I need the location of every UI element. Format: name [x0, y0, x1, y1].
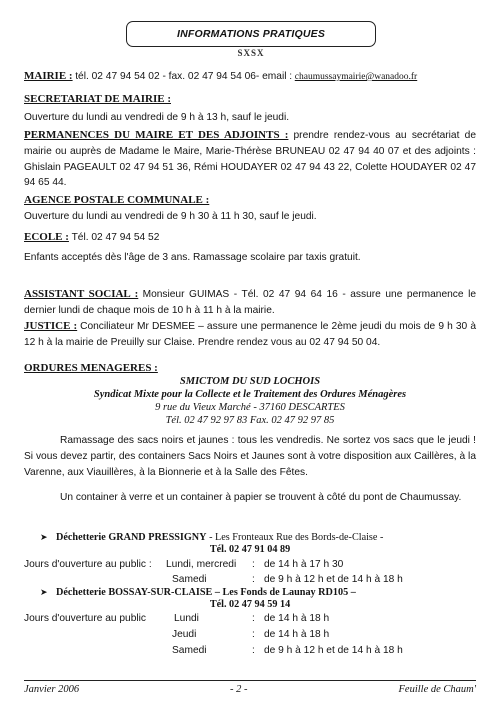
decheterie-1-phone: Tél. 02 47 91 04 89: [209, 544, 291, 555]
decheterie-2-row-1: [24, 612, 484, 626]
justice-label: JUSTICE :: [24, 320, 78, 332]
decheterie-1-phone-line: [24, 543, 476, 556]
schedule-separator: :: [252, 559, 255, 570]
agence-label: AGENCE POSTALE COMMUNALE :: [24, 194, 210, 206]
schedule-separator: :: [252, 645, 255, 656]
secretariat-text: Ouverture du lundi au vendredi de 9 h à 13 h, sauf le jeudi.: [24, 112, 290, 123]
assistant-label: ASSISTANT SOCIAL :: [24, 288, 139, 300]
ordures-paragraph-2: Un container à verre et un container à papier se trouvent à côté du pont de Chaumussay.: [60, 492, 462, 503]
decheterie-1-row-2: [24, 573, 484, 587]
decheterie-2-intro: Jours d'ouverture au public: [24, 613, 147, 624]
schedule-hours: de 9 h à 12 h et de 14 h à 18 h: [264, 574, 403, 585]
ecole-label: ECOLE :: [24, 231, 69, 243]
mairie-line: [24, 69, 476, 86]
arrow-bullet-icon: ➤: [40, 532, 48, 542]
mairie-details: tél. 02 47 94 54 02 - fax. 02 47 94 54 06- email :: [75, 71, 293, 82]
schedule-hours: de 14 h à 18 h: [264, 629, 330, 640]
smictom-block: [24, 375, 476, 427]
schedule-day: Samedi: [172, 645, 207, 656]
schedule-hours: de 9 h à 12 h et de 14 h à 18 h: [264, 645, 403, 656]
smictom-contact: Tél. 02 47 92 97 83 Fax. 02 47 92 97 85: [165, 415, 335, 426]
schedule-hours: de 14 h à 18 h: [264, 613, 330, 624]
schedule-day: Lundi, mercredi: [166, 559, 237, 570]
decheterie-2-row-3: [24, 644, 484, 658]
decheterie-1-row-1: [24, 558, 484, 572]
schedule-day: Jeudi: [172, 629, 197, 640]
ecole-phone: Tél. 02 47 94 54 52: [71, 232, 160, 243]
footer-page-number: - 2 -: [230, 684, 248, 695]
ordures-paragraph-1: Ramassage des sacs noirs et jaunes : tous les vendredis. Ne sortez vos sacs que le jeudi ! Si vous devez partir, des containers Sacs Noirs et Jaunes sont à votre disposition aux Caillères, à la Varenne, aux Viauillères, à la Bionnerie et à la Salle des Fêtes.: [24, 435, 476, 478]
permanences-text: prendre rendez-vous au secrétariat de mairie ou auprès de Madame le Maire, Marie-Thérèse BRUNEAU 02 47 94 40 07 et des adjoints : Ghislain PAGEAULT 02 47 94 51 36, Rémi HOUDAYER 02 47 94 43 22, Colette HOUDAYER 02 47 94 65 44.: [24, 130, 477, 189]
smictom-name: SMICTOM DU SUD LOCHOIS: [179, 376, 321, 387]
footer-publication-title: Feuille de Chaum': [398, 684, 476, 695]
decheterie-2-name: Déchetterie BOSSAY-SUR-CLAISE: [56, 587, 213, 598]
agence-heading: [24, 193, 476, 209]
decheterie-2-phone-line: [24, 598, 476, 611]
agence-text: Ouverture du lundi au vendredi de 9 h 30 à 11 h 30, sauf le jeudi.: [24, 211, 317, 222]
mairie-email-link[interactable]: chaumussaymairie@wanadoo.fr: [294, 72, 418, 82]
schedule-hours: de 14 h à 17 h 30: [264, 559, 344, 570]
ecole-text: Enfants acceptés dès l'âge de 3 ans. Ramassage scolaire par taxis gratuit.: [24, 252, 361, 263]
decheterie-2-phone: Tél. 02 47 94 59 14: [209, 599, 291, 610]
permanences-section: [24, 128, 476, 191]
decorative-ornament: SXSX: [237, 48, 265, 58]
footer-date: Janvier 2006: [24, 684, 80, 695]
decheterie-1-place: - Les Fronteaux Rue des Bords-de-Claise -: [206, 532, 384, 543]
page-title-banner: INFORMATIONS PRATIQUES: [126, 21, 376, 47]
decheterie-2-row-2: [24, 628, 484, 642]
smictom-address: 9 rue du Vieux Marché - 37160 DESCARTES: [155, 402, 345, 413]
assistant-section: [24, 287, 476, 319]
justice-section: [24, 319, 476, 351]
decheterie-2-place: – Les Fonds de Launay RD105 –: [212, 587, 356, 598]
decheterie-1-name: Déchetterie GRAND PRESSIGNY: [56, 532, 207, 543]
secretariat-heading: [24, 92, 476, 108]
schedule-day: Lundi: [174, 613, 199, 624]
secretariat-label: SECRETARIAT DE MAIRIE :: [24, 93, 171, 105]
mairie-label: MAIRIE :: [24, 70, 73, 82]
smictom-description: Syndicat Mixte pour la Collecte et le Traitement des Ordures Ménagères: [93, 389, 407, 400]
justice-text: Conciliateur Mr DESMEE – assure une permanence le 2ème jeudi du mois de 9 h 30 à 12 h à la mairie de Preuilly sur Claise. Prendre rendez vous au 02 47 94 50 04.: [24, 321, 477, 348]
ecole-line: [24, 230, 476, 246]
schedule-separator: :: [252, 574, 255, 585]
schedule-day: Samedi: [172, 574, 207, 585]
assistant-text: Monsieur GUIMAS - Tél. 02 47 94 64 16 - assure une permanence le dernier lundi de chaque mois de 10 h à 11 h à la mairie.: [24, 289, 476, 316]
schedule-separator: :: [252, 629, 255, 640]
permanences-label: PERMANENCES DU MAIRE ET DES ADJOINTS :: [24, 129, 289, 141]
page-footer: [24, 680, 476, 697]
arrow-bullet-icon: ➤: [40, 587, 48, 597]
schedule-separator: :: [252, 613, 255, 624]
ordures-label: ORDURES MENAGERES :: [24, 362, 158, 374]
decheterie-1-intro: Jours d'ouverture au public :: [24, 559, 152, 570]
